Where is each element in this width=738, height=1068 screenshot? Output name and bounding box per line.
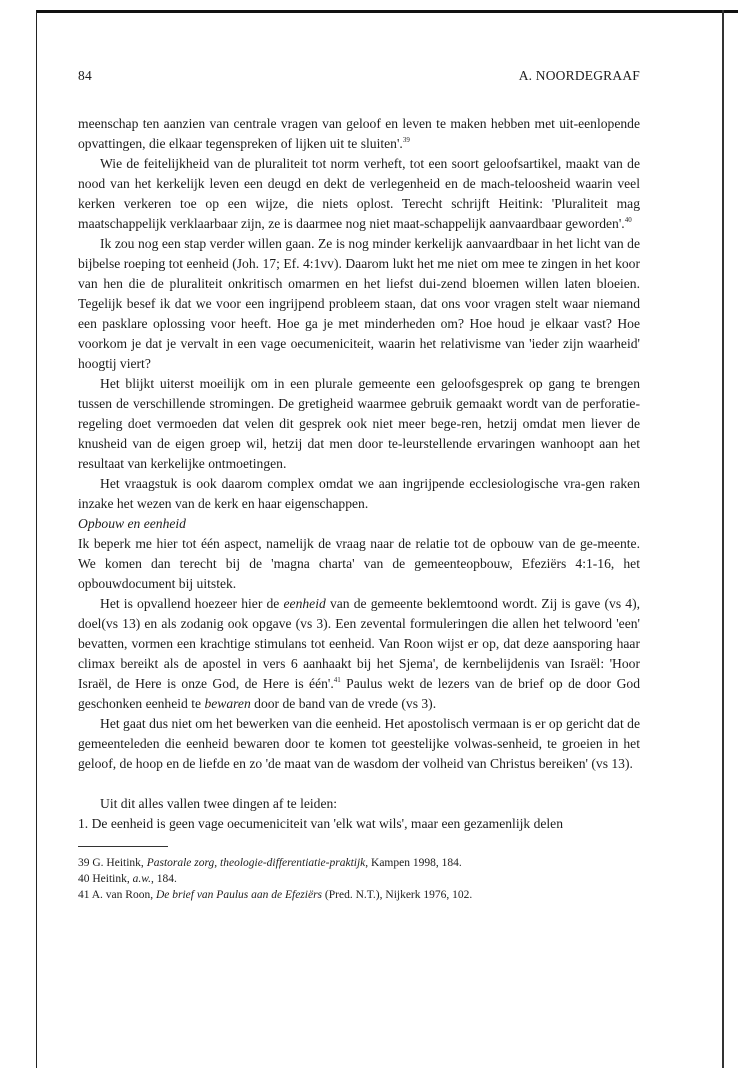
paragraph [78,154,640,234]
paragraph [78,714,640,774]
italic-run: eenheid [283,596,326,611]
running-head-author: A. NOORDEGRAAF [518,68,640,83]
paragraph [78,114,640,154]
italic-run: Pastorale zorg, theologie-differentiatie-praktijk [146,857,366,869]
text-run: Ik zou nog een stap verder willen gaan. Ze is nog minder kerkelijk aanvaardbaar in het licht van de bijbelse roeping tot eenheid (Joh. 17; Ef. 4:1vv). Daarom lukt het me niet om mee te zingen in het koor van hen die de pluraliteit onkritisch omarmen en het liefst dui-zend bloemen willen laten bloeien. Tegelijk besef ik dat we voor een ingrijpend probleem staan, dat ons voor vragen stelt waar niemand een pasklare oplossing voor heeft. Hoe ga je met minderheden om? Hoe houd je elkaar vast? Hoe voorkom je dat je vervalt in een vage oecumeniciteit, waarin het relativisme van 'ieder zijn waarheid' hoogtij viert? [78,236,640,371]
italic-run: bewaren [204,696,251,711]
text-run: Het is opvallend hoezeer hier de [100,596,284,611]
text-run: Wie de feitelijkheid van de pluraliteit tot norm verheft, tot een soort geloofsartikel, maakt van de nood van het kerkelijk leven een deugd en dekt de verlegenheid en de mach-teloosheid waarin veel kerken verkeren toe op een wijze, die niets oplost. Terecht schrijft Heitink: 'Pluraliteit mag maatschappelijk verklaarbaar zijn, ze is daarmee nog niet maat-schappelijk aanvaardbaar geworden'. [78,156,640,231]
conclusion-intro: Uit dit alles vallen twee dingen af te leiden: [100,796,338,811]
text-run: van de gemeente beklemtoond wordt. Zij is gave (vs 4), doel(vs 13) en als zodanig ook opgave (vs 3). Een zevental formuleringen die allen het telwoord 'een' bevatten, vormen een krachtige stimulans tot eenheid. Van Roon wijst er op, dat deze aansporing haar climax bereikt als de apostel in vers 6 aanhaakt bij het Sjema', de kernbelijdenis van Israël: 'Hoor Israël, de Here is onze God, de Here is één'. [78,596,640,691]
text-run: Ik beperk me hier tot één aspect, namelijk de vraag naar de relatie tot de opbouw van de ge-meente. We komen dan terecht bij de 'magna charta' van de gemeenteopbouw, Efeziërs 4:1-16, het opbouwdocument bij uitstek. [78,536,640,591]
text-run: (Pred. N.T.), Nijkerk 1976, 102. [322,889,473,901]
footnote-ref: 40 [624,216,632,224]
text-run: 40 Heitink, [78,873,133,885]
footnote [78,855,640,871]
list-item: 1. De eenheid is geen vage oecumeniciteit van 'elk wat wils', maar een gezamenlijk delen [78,816,564,831]
text-run: , Kampen 1998, 184. [365,857,462,869]
footnote-ref: 39 [402,136,410,144]
text-run: meenschap ten aanzien van centrale vragen van geloof en leven te maken hebben met uit-eenlopende opvattingen, die elkaar tegenspreken of lijken uit te sluiten'. [78,116,640,151]
paragraph [78,374,640,474]
paragraph [78,594,640,714]
running-head [78,68,640,84]
paragraph [78,474,640,514]
text-run: 41 A. van Roon, [78,889,156,901]
scan-border-right [722,10,724,1068]
italic-run: a.w. [132,873,151,885]
text-run: Het vraagstuk is ook daarom complex omdat we aan ingrijpende ecclesiologische vra-gen raken inzake het wezen van de kerk en haar eigenschappen. [78,476,640,511]
page-number: 84 [78,68,92,83]
body-text [78,114,640,903]
footnote [78,887,640,903]
footnote-rule [78,846,168,847]
text-run: Paulus wekt de lezers van de brief op de door God geschonken eenheid te [78,676,640,711]
scan-border-top [36,10,738,13]
text-run: 39 G. Heitink, [78,857,147,869]
paragraph [78,234,640,374]
section-title: Opbouw en eenheid [78,516,186,531]
scan-border-left [36,10,37,1068]
footnote [78,871,640,887]
text-run: , 184. [150,873,177,885]
text-run: Het blijkt uiterst moeilijk om in een plurale gemeente een geloofsgesprek op gang te brengen tussen de verschillende stromingen. De gretigheid waarmee gebruik gemaakt wordt van de perforatie-regeling doet vermoeden dat velen dit gesprek ook niet meer bege-ren, hetzij omdat men liever de knusheid van de eigen groep wil, hetzij dat men door te-leurstellende ervaringen wanhoopt aan het resultaat van kerkelijke ontmoetingen. [78,376,640,471]
text-run: Het gaat dus niet om het bewerken van die eenheid. Het apostolisch vermaan is er op gericht dat de gemeenteleden die eenheid bewaren door te komen tot geestelijke volwas-senheid, te groeien in het geloof, de hoop en de liefde en zo 'de maat van de wasdom der volheid van Christus bereiken' (vs 13). [78,716,640,771]
footnote-ref: 41 [333,676,341,684]
paragraph [78,534,640,594]
italic-run: De brief van Paulus aan de Efeziërs [155,889,323,901]
footnotes [78,855,640,903]
text-run: door de band van de vrede (vs 3). [250,696,437,711]
